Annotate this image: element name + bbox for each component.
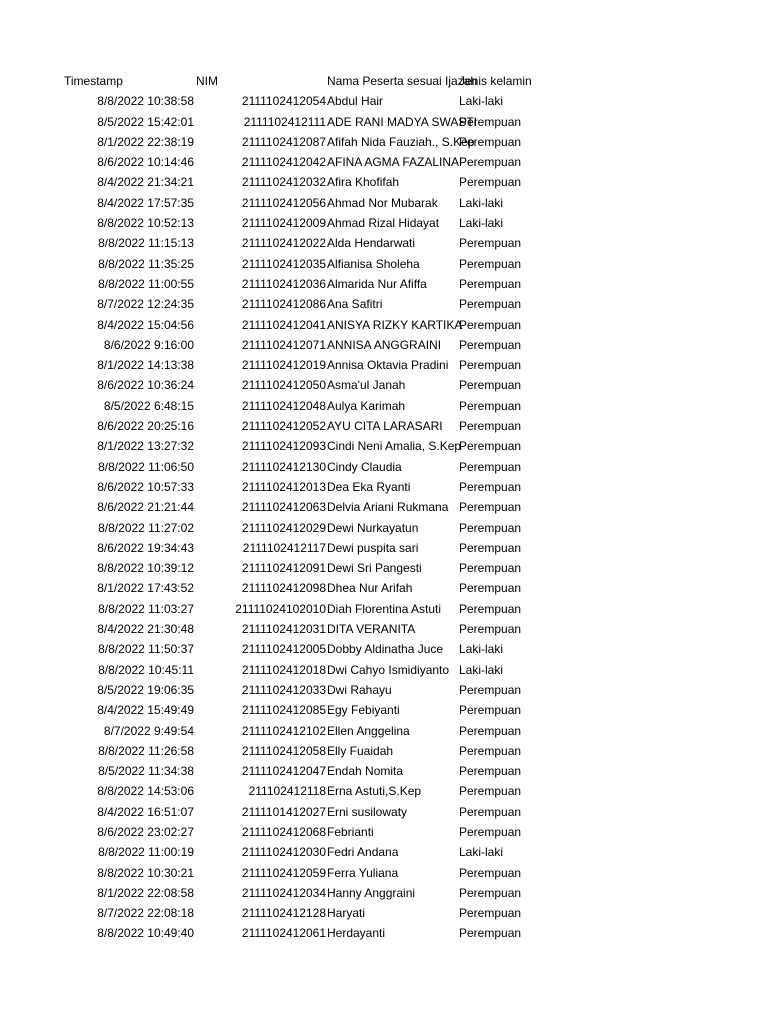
- cell-nim[interactable]: 2111101412027: [241, 804, 326, 819]
- table-row: [0, 375, 768, 395]
- table-row: [0, 477, 768, 497]
- cell-nama[interactable]: Almarida Nur Afiffa: [327, 276, 427, 291]
- cell-jenis-kelamin[interactable]: Laki-laki: [459, 642, 504, 657]
- cell-nama[interactable]: ANISYA RIZKY KARTIKA: [327, 317, 463, 332]
- table-row: [0, 355, 768, 375]
- cell-jenis-kelamin[interactable]: Perempuan: [459, 743, 522, 758]
- cell-nama[interactable]: Haryati: [327, 906, 366, 921]
- cell-jenis-kelamin[interactable]: Perempuan: [459, 236, 522, 251]
- cell-timestamp[interactable]: 8/8/2022 10:39:12: [97, 561, 194, 576]
- cell-timestamp[interactable]: 8/8/2022 11:03:27: [98, 601, 194, 616]
- table-row: [0, 578, 768, 598]
- cell-jenis-kelamin[interactable]: Perempuan: [459, 479, 522, 494]
- cell-jenis-kelamin[interactable]: Perempuan: [459, 723, 522, 738]
- cell-nim[interactable]: 2111102412056: [241, 195, 326, 210]
- cell-nim[interactable]: 2111102412009: [241, 216, 326, 231]
- cell-timestamp[interactable]: 8/5/2022 6:48:15: [103, 398, 194, 413]
- cell-jenis-kelamin[interactable]: Perempuan: [459, 175, 522, 190]
- table-row: [0, 132, 768, 152]
- cell-timestamp[interactable]: 8/4/2022 15:49:49: [97, 703, 194, 718]
- cell-nama[interactable]: Afifah Nida Fauziah., S.Kep: [327, 134, 475, 149]
- cell-timestamp[interactable]: 8/6/2022 23:02:27: [97, 824, 194, 839]
- cell-nama[interactable]: Dwi Rahayu: [327, 682, 392, 697]
- cell-jenis-kelamin[interactable]: Perempuan: [459, 885, 522, 900]
- cell-timestamp[interactable]: 8/8/2022 10:45:11: [98, 662, 194, 677]
- cell-jenis-kelamin[interactable]: Perempuan: [459, 155, 522, 170]
- cell-jenis-kelamin[interactable]: Perempuan: [459, 601, 522, 616]
- table-row: [0, 721, 768, 741]
- cell-timestamp[interactable]: 8/6/2022 9:16:00: [103, 337, 194, 352]
- table-row: [0, 213, 768, 233]
- cell-timestamp[interactable]: 8/8/2022 11:00:19: [98, 845, 194, 860]
- cell-nim[interactable]: 2111102412068: [241, 824, 326, 839]
- cell-nama[interactable]: Afira Khofifah: [327, 175, 400, 190]
- cell-timestamp[interactable]: 8/6/2022 20:25:16: [97, 419, 194, 434]
- cell-timestamp[interactable]: 8/4/2022 15:04:56: [97, 317, 194, 332]
- cell-jenis-kelamin[interactable]: Perempuan: [459, 865, 522, 880]
- cell-nim[interactable]: 2111102412063: [241, 500, 326, 515]
- cell-nama[interactable]: ANNISA ANGGRAINI: [327, 337, 442, 352]
- cell-timestamp[interactable]: 8/4/2022 17:57:35: [97, 195, 194, 210]
- cell-timestamp[interactable]: 8/8/2022 11:35:25: [98, 256, 194, 271]
- cell-nama[interactable]: Dewi Sri Pangesti: [327, 561, 422, 576]
- cell-nim[interactable]: 2111102412031: [241, 622, 326, 637]
- cell-nim[interactable]: 2111102412102: [241, 723, 326, 738]
- cell-nim[interactable]: 2111102412005: [241, 642, 326, 657]
- cell-jenis-kelamin[interactable]: Perempuan: [459, 824, 522, 839]
- cell-nama[interactable]: Febrianti: [327, 824, 374, 839]
- cell-jenis-kelamin[interactable]: Perempuan: [459, 256, 522, 271]
- cell-nama[interactable]: Dea Eka Ryanti: [327, 479, 411, 494]
- cell-jenis-kelamin[interactable]: Perempuan: [459, 926, 522, 941]
- table-row: [0, 599, 768, 619]
- cell-nim[interactable]: 2111102412130: [241, 459, 326, 474]
- cell-timestamp[interactable]: 8/6/2022 10:14:46: [97, 155, 194, 170]
- cell-nama[interactable]: Delvia Ariani Rukmana: [327, 500, 449, 515]
- cell-jenis-kelamin[interactable]: Perempuan: [459, 703, 522, 718]
- cell-nama[interactable]: Herdayanti: [327, 926, 386, 941]
- cell-nama[interactable]: Ferra Yuliana: [327, 865, 399, 880]
- table-row: [0, 822, 768, 842]
- table-row: [0, 761, 768, 781]
- table-row: [0, 254, 768, 274]
- cell-timestamp[interactable]: 8/8/2022 11:00:55: [98, 276, 194, 291]
- cell-jenis-kelamin[interactable]: Perempuan: [459, 459, 522, 474]
- cell-nim[interactable]: 2111102412013: [241, 479, 326, 494]
- cell-nim[interactable]: 2111102412032: [241, 175, 326, 190]
- table-row: [0, 538, 768, 558]
- spreadsheet: [0, 71, 768, 944]
- cell-jenis-kelamin[interactable]: Perempuan: [459, 337, 522, 352]
- cell-jenis-kelamin[interactable]: Perempuan: [459, 520, 522, 535]
- table-row: [0, 91, 768, 111]
- table-row: [0, 294, 768, 314]
- cell-nama[interactable]: Alfianisa Sholeha: [327, 256, 420, 271]
- table-row: [0, 457, 768, 477]
- table-row: [0, 416, 768, 436]
- cell-nim[interactable]: 2111102412091: [241, 561, 326, 576]
- cell-jenis-kelamin[interactable]: Perempuan: [459, 134, 522, 149]
- cell-nama[interactable]: DITA VERANITA: [327, 622, 416, 637]
- cell-nama[interactable]: AFINA AGMA FAZALINA: [327, 155, 460, 170]
- cell-timestamp[interactable]: 8/5/2022 15:42:01: [97, 114, 194, 129]
- header-nama[interactable]: Nama Peserta sesuai Ijazah: [327, 74, 478, 88]
- cell-nama[interactable]: Fedri Andana: [327, 845, 399, 860]
- cell-nim[interactable]: 2111102412036: [241, 276, 326, 291]
- cell-nim[interactable]: 2111102412128: [241, 906, 326, 921]
- table-row: [0, 660, 768, 680]
- cell-jenis-kelamin[interactable]: Perempuan: [459, 906, 522, 921]
- cell-nim[interactable]: 2111102412034: [241, 885, 326, 900]
- cell-nim[interactable]: 2111102412029: [241, 520, 326, 535]
- table-row: [0, 233, 768, 253]
- cell-timestamp[interactable]: 8/7/2022 12:24:35: [97, 297, 194, 312]
- cell-timestamp[interactable]: 8/8/2022 11:27:02: [98, 520, 194, 535]
- cell-timestamp[interactable]: 8/7/2022 9:49:54: [103, 723, 194, 738]
- cell-jenis-kelamin[interactable]: Perempuan: [459, 764, 522, 779]
- cell-nama[interactable]: Ahmad Rizal Hidayat: [327, 216, 440, 231]
- cell-nim[interactable]: 2111102412048: [241, 398, 326, 413]
- cell-nama[interactable]: ADE RANI MADYA SWASTI: [327, 114, 478, 129]
- cell-timestamp[interactable]: 8/1/2022 22:08:58: [97, 885, 194, 900]
- cell-jenis-kelamin[interactable]: Perempuan: [459, 561, 522, 576]
- table-row: [0, 680, 768, 700]
- cell-nim[interactable]: 211102412118: [248, 784, 326, 799]
- cell-timestamp[interactable]: 8/6/2022 10:57:33: [97, 479, 194, 494]
- cell-jenis-kelamin[interactable]: Laki-laki: [459, 94, 504, 109]
- table-row: [0, 436, 768, 456]
- cell-timestamp[interactable]: 8/1/2022 14:13:38: [97, 358, 194, 373]
- cell-nama[interactable]: Egy Febiyanti: [327, 703, 400, 718]
- table-row: [0, 518, 768, 538]
- table-row: [0, 172, 768, 192]
- cell-nim[interactable]: 2111102412019: [241, 358, 326, 373]
- cell-jenis-kelamin[interactable]: Perempuan: [459, 276, 522, 291]
- cell-nim[interactable]: 2111102412071: [241, 337, 326, 352]
- cell-timestamp[interactable]: 8/1/2022 17:43:52: [97, 581, 194, 596]
- cell-nama[interactable]: Diah Florentina Astuti: [327, 601, 442, 616]
- cell-timestamp[interactable]: 8/6/2022 21:21:44: [97, 500, 194, 515]
- cell-nim[interactable]: 21111024102010: [235, 601, 326, 616]
- cell-nim[interactable]: 2111102412058: [241, 743, 326, 758]
- cell-nama[interactable]: Aulya Karimah: [327, 398, 406, 413]
- cell-timestamp[interactable]: 8/1/2022 22:38:19: [97, 134, 194, 149]
- cell-jenis-kelamin[interactable]: Perempuan: [459, 114, 522, 129]
- cell-nim[interactable]: 2111102412085: [241, 703, 326, 718]
- cell-nama[interactable]: Ahmad Nor Mubarak: [327, 195, 438, 210]
- cell-jenis-kelamin[interactable]: Perempuan: [459, 378, 522, 393]
- cell-timestamp[interactable]: 8/6/2022 19:34:43: [97, 540, 194, 555]
- cell-jenis-kelamin[interactable]: Perempuan: [459, 358, 522, 373]
- cell-jenis-kelamin[interactable]: Perempuan: [459, 439, 522, 454]
- table-row: [0, 923, 768, 943]
- cell-nama[interactable]: Hanny Anggraini: [327, 885, 416, 900]
- cell-nim[interactable]: 2111102412052: [241, 419, 326, 434]
- table-row: [0, 558, 768, 578]
- cell-timestamp[interactable]: 8/6/2022 10:36:24: [97, 378, 194, 393]
- cell-nim[interactable]: 2111102412117: [242, 540, 326, 555]
- cell-nim[interactable]: 2111102412042: [241, 155, 326, 170]
- table-row: [0, 193, 768, 213]
- table-row: [0, 842, 768, 862]
- cell-nama[interactable]: Erna Astuti,S.Kep: [327, 784, 422, 799]
- cell-nama[interactable]: Endah Nomita: [327, 764, 404, 779]
- cell-timestamp[interactable]: 8/8/2022 11:06:50: [98, 459, 194, 474]
- cell-nama[interactable]: Ellen Anggelina: [327, 723, 410, 738]
- cell-nim[interactable]: 2111102412059: [241, 865, 326, 880]
- cell-nim[interactable]: 2111102412087: [241, 134, 326, 149]
- cell-jenis-kelamin[interactable]: Perempuan: [459, 500, 522, 515]
- cell-nim[interactable]: 2111102412093: [241, 439, 326, 454]
- cell-nim[interactable]: 2111102412047: [241, 764, 326, 779]
- cell-timestamp[interactable]: 8/8/2022 10:52:13: [97, 216, 194, 231]
- cell-nama[interactable]: Annisa Oktavia Pradini: [327, 358, 449, 373]
- table-row: [0, 700, 768, 720]
- cell-nama[interactable]: Dhea Nur Arifah: [327, 581, 413, 596]
- cell-nim[interactable]: 2111102412022: [241, 236, 326, 251]
- cell-timestamp[interactable]: 8/8/2022 10:30:21: [97, 865, 194, 880]
- cell-nama[interactable]: Dwi Cahyo Ismidiyanto: [327, 662, 450, 677]
- cell-nama[interactable]: Dewi puspita sari: [327, 540, 419, 555]
- header-timestamp[interactable]: Timestamp: [64, 74, 123, 88]
- cell-jenis-kelamin[interactable]: Perempuan: [459, 540, 522, 555]
- cell-jenis-kelamin[interactable]: Perempuan: [459, 419, 522, 434]
- cell-nama[interactable]: Dewi Nurkayatun: [327, 520, 419, 535]
- table-row: [0, 741, 768, 761]
- cell-timestamp[interactable]: 8/4/2022 21:30:48: [97, 622, 194, 637]
- cell-nim[interactable]: 2111102412054: [241, 94, 326, 109]
- header-nim[interactable]: NIM: [196, 74, 218, 88]
- cell-timestamp[interactable]: 8/4/2022 16:51:07: [97, 804, 194, 819]
- cell-jenis-kelamin[interactable]: Perempuan: [459, 784, 522, 799]
- cell-timestamp[interactable]: 8/7/2022 22:08:18: [97, 906, 194, 921]
- table-row: [0, 396, 768, 416]
- cell-nama[interactable]: Cindi Neni Amalia, S.Kep: [327, 439, 462, 454]
- header-jenis-kelamin[interactable]: Jenis kelamin: [459, 74, 532, 88]
- table-row: [0, 863, 768, 883]
- table-row: [0, 152, 768, 172]
- cell-jenis-kelamin[interactable]: Laki-laki: [459, 216, 504, 231]
- cell-nama[interactable]: Abdul Hair: [327, 94, 384, 109]
- cell-timestamp[interactable]: 8/5/2022 19:06:35: [97, 682, 194, 697]
- table-row: [0, 639, 768, 659]
- cell-nama[interactable]: Erni susilowaty: [327, 804, 408, 819]
- cell-nim[interactable]: 2111102412018: [241, 662, 326, 677]
- cell-timestamp[interactable]: 8/8/2022 11:50:37: [98, 642, 194, 657]
- table-body: [0, 91, 768, 943]
- cell-jenis-kelamin[interactable]: Laki-laki: [459, 195, 504, 210]
- cell-timestamp[interactable]: 8/8/2022 14:53:06: [97, 784, 194, 799]
- cell-nim[interactable]: 2111102412086: [241, 297, 326, 312]
- cell-nim[interactable]: 2111102412035: [241, 256, 326, 271]
- cell-nama[interactable]: Ana Safitri: [327, 297, 383, 312]
- cell-jenis-kelamin[interactable]: Perempuan: [459, 682, 522, 697]
- cell-timestamp[interactable]: 8/5/2022 11:34:38: [98, 764, 194, 779]
- cell-timestamp[interactable]: 8/8/2022 10:38:58: [97, 94, 194, 109]
- cell-jenis-kelamin[interactable]: Perempuan: [459, 317, 522, 332]
- cell-nama[interactable]: Cindy Claudia: [327, 459, 402, 474]
- table-row: [0, 903, 768, 923]
- cell-nama[interactable]: Elly Fuaidah: [327, 743, 394, 758]
- cell-jenis-kelamin[interactable]: Perempuan: [459, 622, 522, 637]
- cell-jenis-kelamin[interactable]: Laki-laki: [459, 662, 504, 677]
- cell-nim[interactable]: 2111102412030: [241, 845, 326, 860]
- header-row: [0, 71, 768, 91]
- cell-timestamp[interactable]: 8/8/2022 11:15:13: [98, 236, 194, 251]
- cell-timestamp[interactable]: 8/8/2022 11:26:58: [98, 743, 194, 758]
- cell-nama[interactable]: Dobby Aldinatha Juce: [327, 642, 444, 657]
- cell-nim[interactable]: 2111102412033: [241, 682, 326, 697]
- table-row: [0, 335, 768, 355]
- cell-timestamp[interactable]: 8/4/2022 21:34:21: [97, 175, 194, 190]
- cell-timestamp[interactable]: 8/8/2022 10:49:40: [97, 926, 194, 941]
- cell-jenis-kelamin[interactable]: Perempuan: [459, 581, 522, 596]
- table-row: [0, 315, 768, 335]
- table-row: [0, 883, 768, 903]
- cell-nim[interactable]: 2111102412098: [241, 581, 326, 596]
- cell-nim[interactable]: 2111102412041: [241, 317, 326, 332]
- cell-nama[interactable]: Alda Hendarwati: [327, 236, 416, 251]
- table-row: [0, 497, 768, 517]
- table-row: [0, 619, 768, 639]
- table-row: [0, 802, 768, 822]
- cell-jenis-kelamin[interactable]: Laki-laki: [459, 845, 504, 860]
- cell-jenis-kelamin[interactable]: Perempuan: [459, 804, 522, 819]
- table-row: [0, 781, 768, 801]
- table-row: [0, 112, 768, 132]
- cell-nim[interactable]: 2111102412061: [241, 926, 326, 941]
- cell-nim[interactable]: 2111102412050: [241, 378, 326, 393]
- cell-nama[interactable]: Asma'ul Janah: [327, 378, 406, 393]
- cell-nama[interactable]: AYU CITA LARASARI: [327, 419, 443, 434]
- cell-nim[interactable]: 2111102412111: [243, 114, 326, 129]
- table-row: [0, 274, 768, 294]
- cell-jenis-kelamin[interactable]: Perempuan: [459, 398, 522, 413]
- cell-timestamp[interactable]: 8/1/2022 13:27:32: [97, 439, 194, 454]
- cell-jenis-kelamin[interactable]: Perempuan: [459, 297, 522, 312]
